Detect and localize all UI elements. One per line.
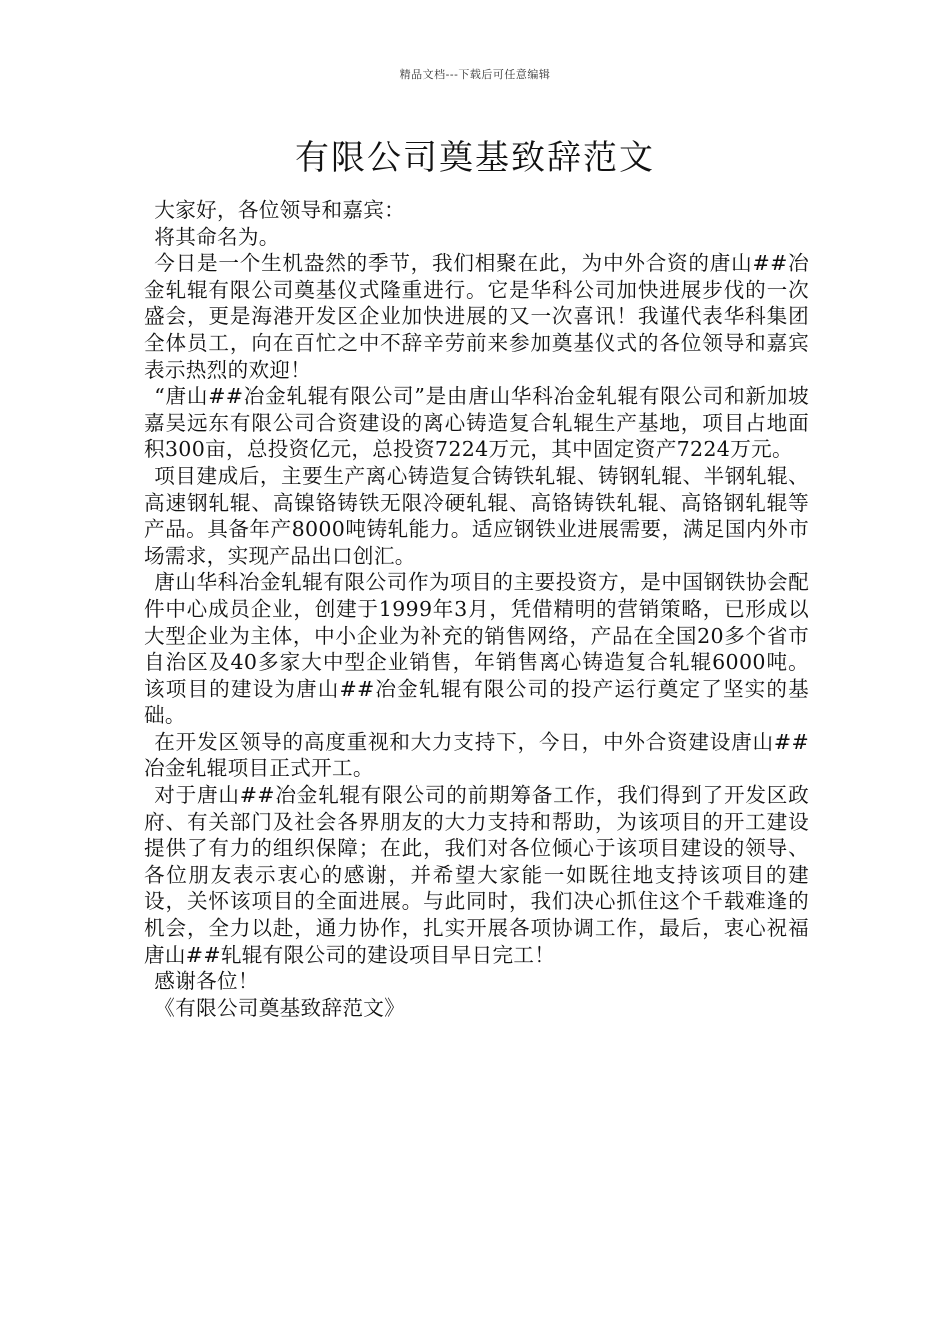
paragraph-closing: 感谢各位！	[154, 969, 259, 994]
paragraph-company-intro: “唐山##冶金轧辊有限公司”是由唐山华科冶金轧辊有限公司和新加坡嘉吴远东有限公司合资建设的离心铸造复合轧辊生产基地，项目占地面积300亩，总投资亿元，总投资7224万元，其中固定资产7224万元。	[144, 384, 809, 462]
paragraph-investor: 唐山华科冶金轧辊有限公司作为项目的主要投资方，是中国钢铁协会配件中心成员企业，创建于1999年3月，凭借精明的营销策略，已形成以大型企业为主体，中小企业为补充的销售网络，产品在全国20多个省市自治区及40多家大中型企业销售，年销售离心铸造复合轧辊6000吨。该项目的建设为唐山##冶金轧辊有限公司的投产运行奠定了坚实的基础。	[144, 570, 809, 728]
paragraph-start: 在开发区领导的高度重视和大力支持下，今日，中外合资建设唐山##冶金轧辊项目正式开工。	[144, 729, 809, 781]
document-title: 有限公司奠基致辞范文	[295, 138, 655, 178]
document-body	[144, 197, 809, 1021]
paragraph-opening: 今日是一个生机盎然的季节，我们相聚在此，为中外合资的唐山##冶金轧辊有限公司奠基仪式隆重进行。它是华科公司加快进展步伐的一次盛会，更是海港开发区企业加快进展的又一次喜讯！我谨代表华科集团全体员工，向在百忙之中不辞辛劳前来参加奠基仪式的各位领导和嘉宾表示热烈的欢迎！	[144, 251, 809, 382]
paragraph-greeting: 大家好，各位领导和嘉宾：	[154, 198, 406, 222]
paragraph-title-footer: 《有限公司奠基致辞范文》	[154, 995, 406, 1020]
paragraph-thanks-support: 对于唐山##冶金轧辊有限公司的前期筹备工作，我们得到了开发区政府、有关部门及社会各界朋友的大力支持和帮助，为该项目的开工建设提供了有力的组织保障；在此，我们对各位倾心于该项目建设的领导、各位朋友表示衷心的感谢，并希望大家能一如既往地支持该项目的建设，关怀该项目的全面进展。与此同时，我们决心抓住这个千载难逢的机会，全力以赴，通力协作，扎实开展各项协调工作，最后，衷心祝福唐山##轧辊有限公司的建设项目早日完工！	[144, 783, 809, 967]
paragraph-naming: 将其命名为。	[154, 224, 280, 249]
paragraph-products: 项目建成后，主要生产离心铸造复合铸铁轧辊、铸钢轧辊、半钢轧辊、高速钢轧辊、高镍铬铸铁无限冷硬轧辊、高铬铸铁轧辊、高铬钢轧辊等产品。具备年产8000吨铸轧能力。适应钢铁业进展需要，满足国内外市场需求，实现产品出口创汇。	[144, 463, 809, 568]
page-header: 精品文档---下载后可任意编辑	[399, 68, 551, 81]
